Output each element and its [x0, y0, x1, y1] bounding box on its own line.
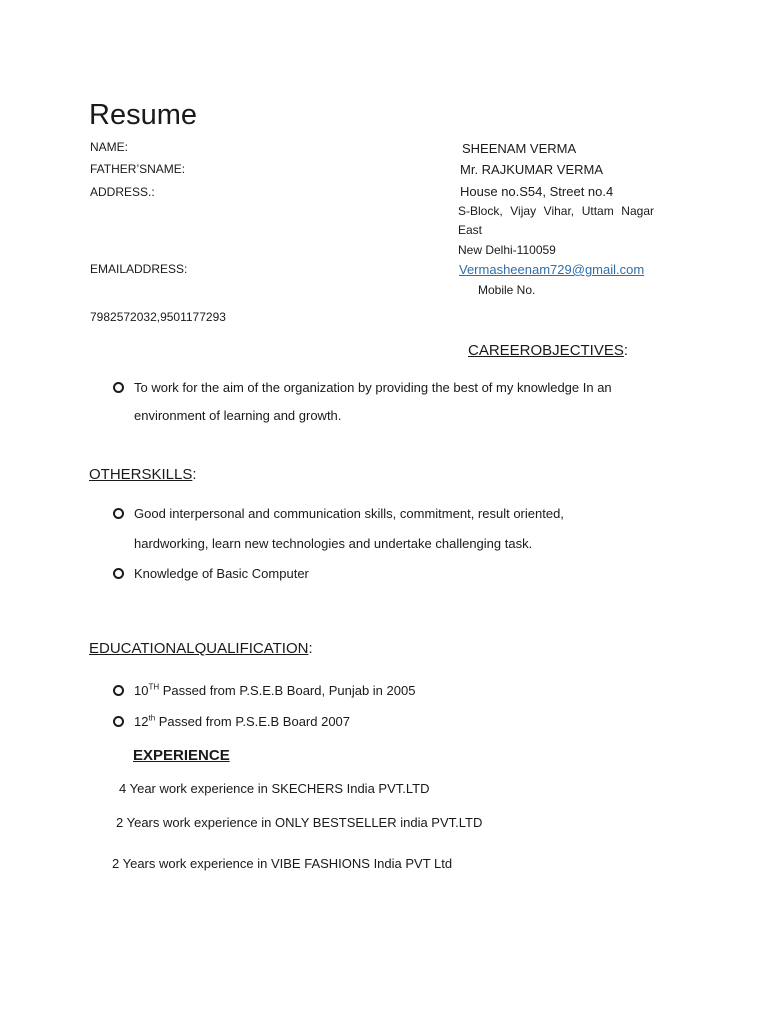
father-label: FATHER’SNAME:	[90, 162, 186, 176]
address-line-4: New Delhi-110059	[458, 243, 556, 257]
father-value: Mr. RAJKUMAR VERMA	[460, 162, 604, 177]
page-title: Resume	[89, 99, 197, 131]
education-heading	[89, 640, 313, 657]
bullet-circle-icon	[113, 685, 124, 696]
bullet-circle-icon	[113, 568, 124, 579]
career-line-2: environment of learning and growth.	[134, 408, 342, 423]
education-item-2-text: Passed from P.S.E.B Board 2007	[155, 714, 351, 729]
career-heading	[468, 342, 628, 359]
education-heading-text: EDUCATIONALQUALIFICATION	[89, 640, 309, 657]
experience-heading: EXPERIENCE	[133, 747, 230, 764]
education-item-1-text: Passed from P.S.E.B Board, Punjab in 2005	[159, 683, 416, 698]
skills-item-1-line-2: hardworking, learn new technologies and undertake challenging task.	[134, 536, 533, 551]
email-link[interactable]: Vermasheenam729@gmail.com	[459, 262, 645, 277]
skills-heading-text: OTHERSKILLS	[89, 466, 193, 483]
education-item-1-num: 10	[134, 683, 149, 698]
address-line-3: East	[458, 223, 483, 237]
career-heading-text: CAREEROBJECTIVES	[468, 342, 624, 359]
skills-heading-colon: :	[192, 466, 197, 483]
experience-item-2: 2 Years work experience in ONLY BESTSELLER india PVT.LTD	[116, 815, 483, 830]
bullet-circle-icon	[113, 716, 124, 727]
education-item-1	[134, 683, 415, 698]
name-value: SHEENAM VERMA	[462, 141, 577, 156]
career-line-1: To work for the aim of the organization by providing the best of my knowledge In an	[134, 380, 612, 395]
email-label: EMAILADDRESS:	[90, 262, 188, 276]
education-item-2-num: 12	[134, 714, 149, 729]
skills-item-1-line-1: Good interpersonal and communication skills, commitment, result oriented,	[134, 506, 564, 521]
experience-item-1: 4 Year work experience in SKECHERS India PVT.LTD	[119, 781, 430, 796]
name-label: NAME:	[90, 140, 129, 154]
education-item-1-sup: TH	[148, 682, 160, 692]
career-heading-colon: :	[623, 342, 629, 359]
education-heading-colon: :	[308, 640, 313, 657]
mobile-value: 7982572032,9501177293	[90, 310, 226, 324]
bullet-circle-icon	[113, 382, 124, 393]
experience-item-3: 2 Years work experience in VIBE FASHIONS India PVT Ltd	[112, 856, 453, 871]
skills-heading	[89, 466, 197, 483]
mobile-label: Mobile No.	[478, 283, 536, 297]
address-label: ADDRESS.:	[90, 185, 155, 199]
education-item-2-sup: th	[148, 713, 156, 723]
skills-item-2: Knowledge of Basic Computer	[134, 566, 309, 581]
bullet-circle-icon	[113, 508, 124, 519]
education-item-2	[134, 714, 350, 729]
address-line-2: S-Block, Vijay Vihar, Uttam Nagar	[458, 204, 654, 218]
address-line-1: House no.S54, Street no.4	[460, 184, 614, 199]
